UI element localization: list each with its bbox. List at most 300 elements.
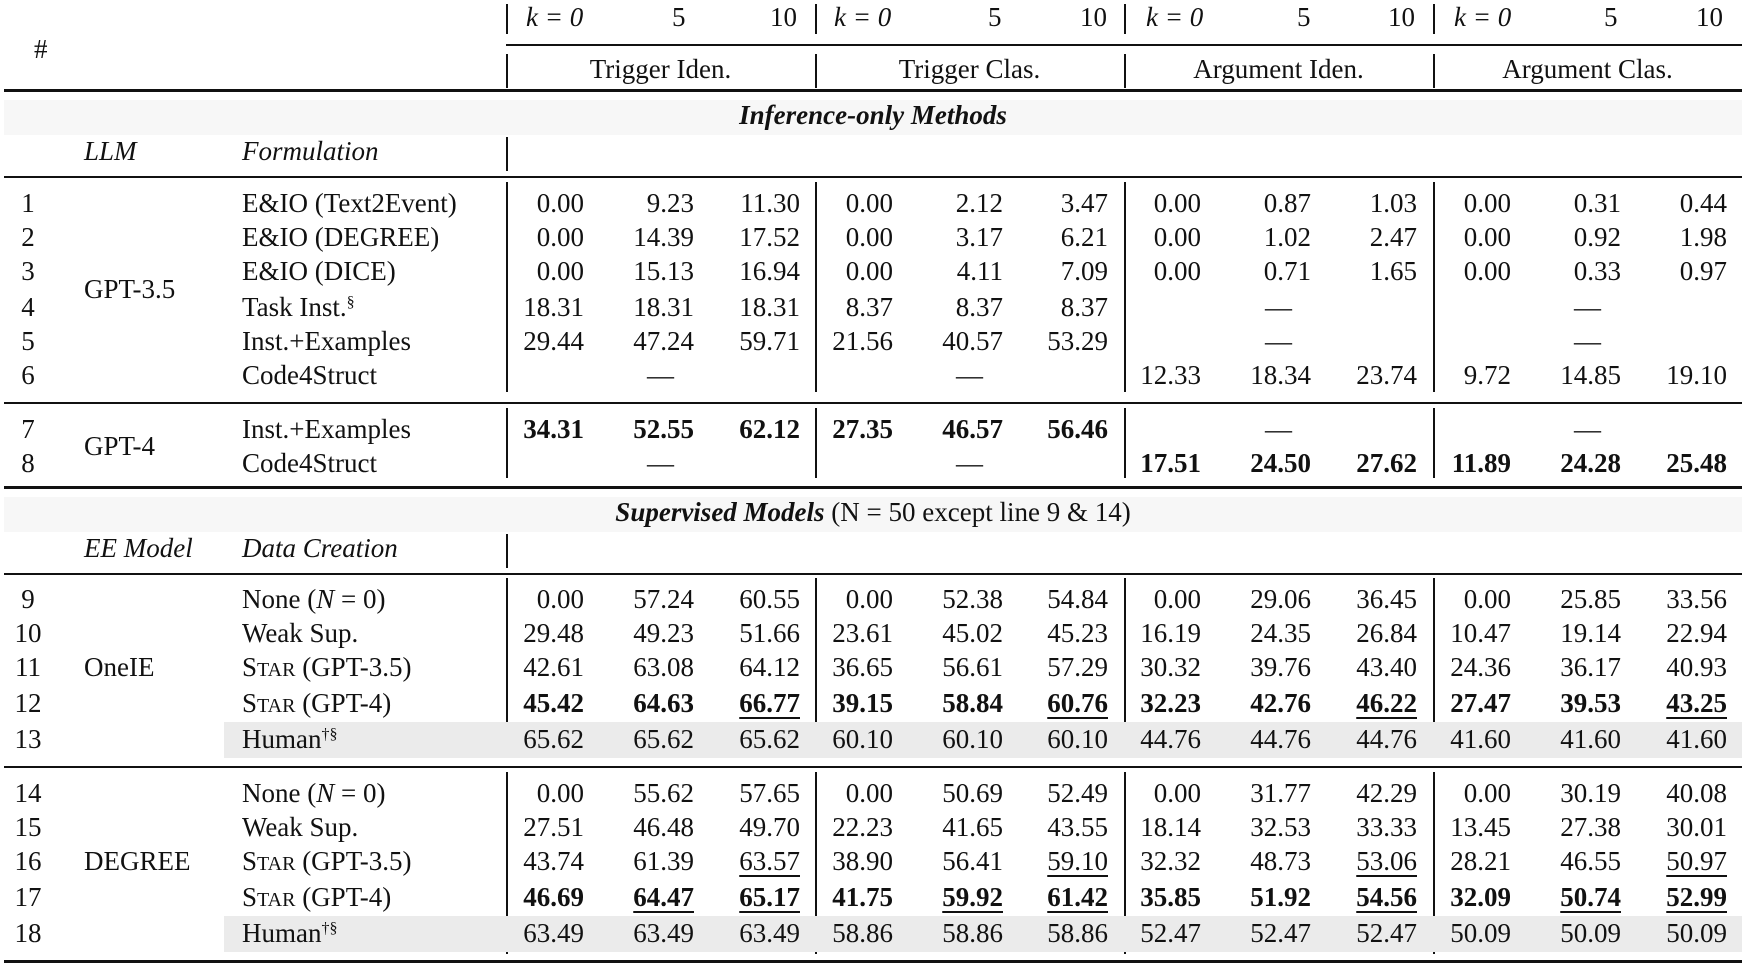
k-label-0: k = 0	[526, 2, 584, 32]
k-label-5: 5	[1604, 2, 1618, 32]
value-cell	[903, 882, 1003, 912]
mid-rule	[4, 176, 1742, 178]
value-cell-text: 17.52	[739, 222, 800, 252]
value-cell	[1627, 812, 1727, 842]
value-cell-text: 64.47	[633, 882, 694, 912]
value-cell	[594, 326, 694, 356]
value-cell	[1411, 688, 1511, 718]
method-label: Inst.+Examples	[242, 414, 411, 444]
header-rule	[506, 44, 1742, 46]
value-cell-text: 29.06	[1250, 584, 1311, 614]
empty-cell-dash: —	[1574, 326, 1601, 356]
value-cell	[1521, 812, 1621, 842]
value-cell-text: 18.14	[1140, 812, 1201, 842]
value-cell	[1008, 812, 1108, 842]
value-cell-text: 33.56	[1666, 584, 1727, 614]
value-cell	[1101, 688, 1201, 718]
row-number: 10	[14, 618, 42, 648]
model-group-label: DEGREE	[84, 846, 191, 876]
method-label: Weak Sup.	[242, 812, 359, 842]
value-cell	[1627, 778, 1727, 808]
value-cell	[1411, 882, 1511, 912]
value-cell	[1627, 188, 1727, 218]
value-cell-text: 40.93	[1666, 652, 1727, 682]
value-cell	[594, 846, 694, 876]
value-cell-text: 0.00	[536, 222, 584, 252]
value-cell	[594, 688, 694, 718]
value-cell-text: 52.55	[633, 414, 694, 444]
value-cell	[1101, 188, 1201, 218]
value-cell	[594, 918, 694, 948]
value-cell	[1101, 360, 1201, 390]
value-cell	[1008, 414, 1108, 444]
value-cell-text: 58.84	[942, 688, 1003, 718]
method-label: Code4Struct	[242, 360, 377, 390]
value-cell	[1317, 618, 1417, 648]
row-number: 17	[14, 882, 42, 912]
value-cell	[700, 846, 800, 876]
group-header-argument-clas: Argument Clas.	[1502, 54, 1673, 84]
value-cell	[1317, 724, 1417, 754]
mid-rule	[4, 573, 1742, 575]
value-cell-text: 52.49	[1047, 778, 1108, 808]
value-cell-text: 55.62	[633, 778, 694, 808]
value-cell	[1008, 918, 1108, 948]
method-label: STAR (GPT-4)	[242, 688, 392, 718]
value-cell	[903, 326, 1003, 356]
value-cell	[1317, 688, 1417, 718]
value-cell-text: 57.65	[739, 778, 800, 808]
mid-rule-thick	[4, 486, 1742, 489]
value-cell	[484, 256, 584, 286]
value-cell-text: 30.32	[1140, 652, 1201, 682]
value-cell-text: 43.25	[1666, 688, 1727, 718]
value-cell-text: 32.23	[1140, 688, 1201, 718]
value-cell-text: 0.87	[1263, 188, 1311, 218]
value-cell	[594, 778, 694, 808]
value-cell	[1521, 652, 1621, 682]
value-cell-text: 43.40	[1356, 652, 1417, 682]
value-cell-text: 0.00	[536, 188, 584, 218]
value-cell-text: 32.09	[1450, 882, 1511, 912]
value-cell	[793, 846, 893, 876]
value-cell	[1317, 256, 1417, 286]
value-cell	[1101, 222, 1201, 252]
value-cell	[903, 812, 1003, 842]
value-cell	[1211, 618, 1311, 648]
value-cell-text: 60.10	[942, 724, 1003, 754]
value-cell-text: 65.62	[633, 724, 694, 754]
value-cell-text: 36.45	[1356, 584, 1417, 614]
value-cell-text: 29.44	[523, 326, 584, 356]
value-cell-text: 0.00	[1463, 584, 1511, 614]
value-cell-text: 18.31	[739, 292, 800, 322]
value-cell	[594, 292, 694, 322]
value-cell-text: 24.50	[1250, 448, 1311, 478]
value-cell	[793, 256, 893, 286]
row-number: 12	[14, 688, 42, 718]
method-label: Inst.+Examples	[242, 326, 411, 356]
value-cell-text: 41.75	[832, 882, 893, 912]
value-cell-text: 42.76	[1250, 688, 1311, 718]
model-group-label: OneIE	[84, 652, 155, 682]
value-cell-text: 14.39	[633, 222, 694, 252]
value-cell-text: 65.17	[739, 882, 800, 912]
value-cell-text: 3.47	[1060, 188, 1108, 218]
model-group-label: GPT-3.5	[84, 274, 176, 304]
value-cell	[484, 584, 584, 614]
value-cell-text: 54.84	[1047, 584, 1108, 614]
row-number: 8	[21, 448, 35, 478]
value-cell	[594, 618, 694, 648]
value-cell-text: 28.21	[1450, 846, 1511, 876]
value-cell	[1211, 778, 1311, 808]
value-cell	[1521, 360, 1621, 390]
value-cell	[700, 222, 800, 252]
value-cell-text: 42.61	[523, 652, 584, 682]
value-cell	[1008, 688, 1108, 718]
method-label: E&IO (DICE)	[242, 256, 396, 286]
value-cell	[1211, 688, 1311, 718]
value-cell	[1411, 584, 1511, 614]
k-label-0: k = 0	[1454, 2, 1512, 32]
value-cell-text: 27.51	[523, 812, 584, 842]
value-cell	[1317, 812, 1417, 842]
value-cell-text: 0.00	[1463, 256, 1511, 286]
value-cell-text: 24.35	[1250, 618, 1311, 648]
value-cell-text: 44.76	[1250, 724, 1311, 754]
value-cell	[1627, 584, 1727, 614]
value-cell-text: 47.24	[633, 326, 694, 356]
value-cell	[1008, 882, 1108, 912]
value-cell	[700, 778, 800, 808]
value-cell-text: 0.00	[1463, 778, 1511, 808]
value-cell	[594, 882, 694, 912]
value-cell	[903, 846, 1003, 876]
value-cell	[484, 326, 584, 356]
value-cell-text: 19.14	[1560, 618, 1621, 648]
value-cell	[1317, 584, 1417, 614]
value-cell-text: 62.12	[739, 414, 800, 444]
value-cell-text: 17.51	[1140, 448, 1201, 478]
k-label-5: 5	[1297, 2, 1311, 32]
value-cell-text: 52.47	[1250, 918, 1311, 948]
value-cell-text: 16.19	[1140, 618, 1201, 648]
method-label: STAR (GPT-3.5)	[242, 652, 412, 682]
value-cell	[484, 918, 584, 948]
value-cell	[1627, 846, 1727, 876]
group-header-trigger-iden: Trigger Iden.	[589, 54, 732, 84]
value-cell	[1521, 846, 1621, 876]
column-label-formulation: Formulation	[242, 136, 379, 166]
value-cell	[594, 414, 694, 444]
value-cell-text: 65.62	[739, 724, 800, 754]
value-cell-text: 0.00	[1153, 256, 1201, 286]
value-cell-text: 27.47	[1450, 688, 1511, 718]
value-cell	[793, 414, 893, 444]
value-cell-text: 61.39	[633, 846, 694, 876]
value-cell-text: 52.99	[1666, 882, 1727, 912]
k-label-5: 5	[672, 2, 686, 32]
k-label-10: 10	[1388, 2, 1415, 32]
value-cell-text: 27.35	[832, 414, 893, 444]
value-cell-text: 46.22	[1356, 688, 1417, 718]
value-cell-text: 0.00	[1463, 188, 1511, 218]
row-number: 3	[21, 256, 35, 286]
value-cell	[1101, 584, 1201, 614]
method-label: Task Inst.§	[242, 292, 355, 322]
value-cell-text: 49.70	[739, 812, 800, 842]
method-label: Weak Sup.	[242, 618, 359, 648]
value-cell	[1411, 918, 1511, 948]
value-cell-text: 43.55	[1047, 812, 1108, 842]
value-cell	[700, 652, 800, 682]
value-cell-text: 25.48	[1666, 448, 1727, 478]
value-cell	[484, 414, 584, 444]
value-cell-text: 39.53	[1560, 688, 1621, 718]
value-cell-text: 6.21	[1060, 222, 1108, 252]
value-cell	[1008, 778, 1108, 808]
value-cell	[1101, 882, 1201, 912]
value-cell	[1008, 188, 1108, 218]
value-cell-text: 22.94	[1666, 618, 1727, 648]
value-cell	[793, 222, 893, 252]
column-label-llm: LLM	[84, 136, 137, 166]
value-cell	[484, 188, 584, 218]
value-cell-text: 0.00	[845, 188, 893, 218]
row-number: 7	[21, 414, 35, 444]
value-cell	[1211, 812, 1311, 842]
value-cell-text: 1.02	[1263, 222, 1311, 252]
value-cell-text: 18.34	[1250, 360, 1311, 390]
value-cell-text: 9.72	[1463, 360, 1511, 390]
value-cell-text: 0.44	[1679, 188, 1727, 218]
value-cell	[793, 652, 893, 682]
value-cell	[484, 292, 584, 322]
value-cell	[594, 812, 694, 842]
value-cell-text: 11.30	[740, 188, 800, 218]
value-cell	[793, 688, 893, 718]
value-cell-text: 8.37	[845, 292, 893, 322]
value-cell-text: 57.29	[1047, 652, 1108, 682]
value-cell	[1521, 584, 1621, 614]
value-cell-text: 48.73	[1250, 846, 1311, 876]
row-number: 2	[21, 222, 35, 252]
method-label: Human†§	[242, 918, 338, 948]
value-cell-text: 50.97	[1666, 846, 1727, 876]
value-cell	[793, 778, 893, 808]
value-cell-text: 4.11	[956, 256, 1003, 286]
value-cell-text: 10.47	[1450, 618, 1511, 648]
value-cell	[1317, 652, 1417, 682]
value-cell-text: 40.08	[1666, 778, 1727, 808]
value-cell	[1211, 584, 1311, 614]
header-divider	[1124, 4, 1126, 34]
value-cell-text: 2.47	[1369, 222, 1417, 252]
value-cell	[1317, 882, 1417, 912]
value-cell	[484, 846, 584, 876]
value-cell-text: 2.12	[955, 188, 1003, 218]
value-cell	[1411, 812, 1511, 842]
value-cell	[793, 584, 893, 614]
value-cell-text: 7.09	[1060, 256, 1108, 286]
value-cell-text: 0.00	[1463, 222, 1511, 252]
row-number: 15	[14, 812, 42, 842]
group-header-argument-iden: Argument Iden.	[1193, 54, 1364, 84]
value-cell	[1211, 188, 1311, 218]
empty-cell-dash: —	[1265, 326, 1292, 356]
value-cell	[793, 618, 893, 648]
value-cell-text: 11.89	[1451, 448, 1511, 478]
value-cell-text: 39.15	[832, 688, 893, 718]
value-cell	[700, 724, 800, 754]
value-cell	[1008, 618, 1108, 648]
value-cell	[1211, 724, 1311, 754]
value-cell-text: 0.00	[536, 584, 584, 614]
bottom-rule	[4, 960, 1742, 963]
value-cell	[1211, 360, 1311, 390]
value-cell-text: 49.23	[633, 618, 694, 648]
value-cell	[903, 256, 1003, 286]
value-cell	[1411, 778, 1511, 808]
header-divider	[1433, 4, 1435, 34]
value-cell-text: 0.33	[1573, 256, 1621, 286]
row-number: 1	[21, 188, 35, 218]
value-cell	[903, 918, 1003, 948]
value-cell-text: 59.71	[739, 326, 800, 356]
section-title-main: Supervised Models	[615, 497, 825, 527]
value-cell	[1627, 256, 1727, 286]
value-cell-text: 64.63	[633, 688, 694, 718]
value-cell	[793, 292, 893, 322]
row-number: 18	[14, 918, 42, 948]
value-cell	[1411, 360, 1511, 390]
value-cell-text: 42.29	[1356, 778, 1417, 808]
value-cell	[1008, 292, 1108, 322]
empty-cell-dash: —	[1265, 414, 1292, 444]
empty-cell-dash: —	[1265, 292, 1292, 322]
value-cell	[1101, 618, 1201, 648]
value-cell	[1521, 778, 1621, 808]
value-cell	[793, 188, 893, 218]
value-cell	[793, 724, 893, 754]
value-cell-text: 58.86	[1047, 918, 1108, 948]
value-cell-text: 50.69	[942, 778, 1003, 808]
value-cell-text: 0.00	[536, 778, 584, 808]
value-cell-text: 12.33	[1140, 360, 1201, 390]
column-label-data-creation: Data Creation	[242, 533, 398, 563]
value-cell-text: 60.10	[1047, 724, 1108, 754]
value-cell-text: 38.90	[832, 846, 893, 876]
value-cell-text: 45.02	[942, 618, 1003, 648]
k-label-10: 10	[1080, 2, 1107, 32]
value-cell-text: 0.00	[1153, 222, 1201, 252]
value-cell	[594, 652, 694, 682]
value-cell-text: 36.65	[832, 652, 893, 682]
value-cell	[700, 618, 800, 648]
section-title-inference: Inference-only Methods	[739, 100, 1007, 130]
value-cell-text: 0.97	[1679, 256, 1727, 286]
section-title-supervised	[4, 497, 1742, 527]
row-number: 11	[15, 652, 41, 682]
value-cell	[1317, 846, 1417, 876]
value-cell-text: 46.57	[942, 414, 1003, 444]
k-label-0: k = 0	[834, 2, 892, 32]
value-cell-text: 26.84	[1356, 618, 1417, 648]
value-cell-text: 52.47	[1356, 918, 1417, 948]
value-cell-text: 13.45	[1450, 812, 1511, 842]
value-cell-text: 1.03	[1369, 188, 1417, 218]
value-cell	[594, 188, 694, 218]
value-cell-text: 30.19	[1560, 778, 1621, 808]
value-cell-text: 35.85	[1140, 882, 1201, 912]
value-cell	[1211, 918, 1311, 948]
row-number: 14	[14, 778, 42, 808]
value-cell	[1101, 812, 1201, 842]
model-group-label: GPT-4	[84, 431, 156, 461]
section-title-note: (N = 50 except line 9 & 14)	[824, 497, 1131, 527]
value-cell-text: 39.76	[1250, 652, 1311, 682]
value-cell-text: 41.60	[1560, 724, 1621, 754]
value-cell-text: 18.31	[523, 292, 584, 322]
value-cell	[700, 292, 800, 322]
value-cell	[484, 812, 584, 842]
value-cell	[1627, 222, 1727, 252]
method-label: Code4Struct	[242, 448, 377, 478]
value-cell	[1627, 724, 1727, 754]
row-number: 13	[14, 724, 42, 754]
value-cell	[903, 292, 1003, 322]
block-rule	[4, 402, 1742, 404]
value-cell-text: 0.00	[1153, 778, 1201, 808]
value-cell-text: 0.00	[845, 222, 893, 252]
value-cell	[1008, 256, 1108, 286]
value-cell	[484, 688, 584, 718]
value-cell-text: 50.09	[1666, 918, 1727, 948]
value-cell-text: 40.57	[942, 326, 1003, 356]
value-cell-text: 57.24	[633, 584, 694, 614]
value-cell-text: 58.86	[942, 918, 1003, 948]
value-cell	[700, 188, 800, 218]
value-cell-text: 44.76	[1140, 724, 1201, 754]
value-cell-text: 0.00	[1153, 584, 1201, 614]
value-cell-text: 53.06	[1356, 846, 1417, 876]
value-cell-text: 63.57	[739, 846, 800, 876]
header-divider	[815, 4, 817, 34]
value-cell	[484, 882, 584, 912]
value-cell-text: 32.53	[1250, 812, 1311, 842]
value-cell-text: 25.85	[1560, 584, 1621, 614]
value-cell	[1101, 256, 1201, 286]
value-cell	[1627, 882, 1727, 912]
value-cell-text: 32.32	[1140, 846, 1201, 876]
group-header-trigger-clas: Trigger Clas.	[898, 54, 1041, 84]
value-cell	[793, 812, 893, 842]
value-cell	[1521, 188, 1621, 218]
value-cell-text: 0.00	[536, 256, 584, 286]
value-cell-text: 15.13	[633, 256, 694, 286]
value-cell	[1008, 652, 1108, 682]
value-cell-text: 0.00	[845, 584, 893, 614]
value-cell	[1317, 360, 1417, 390]
value-cell-text: 56.46	[1047, 414, 1108, 444]
value-cell-text: 56.61	[942, 652, 1003, 682]
row-number: 6	[21, 360, 35, 390]
value-cell	[903, 618, 1003, 648]
value-cell-text: 18.31	[633, 292, 694, 322]
value-cell	[1411, 652, 1511, 682]
value-cell-text: 52.38	[942, 584, 1003, 614]
